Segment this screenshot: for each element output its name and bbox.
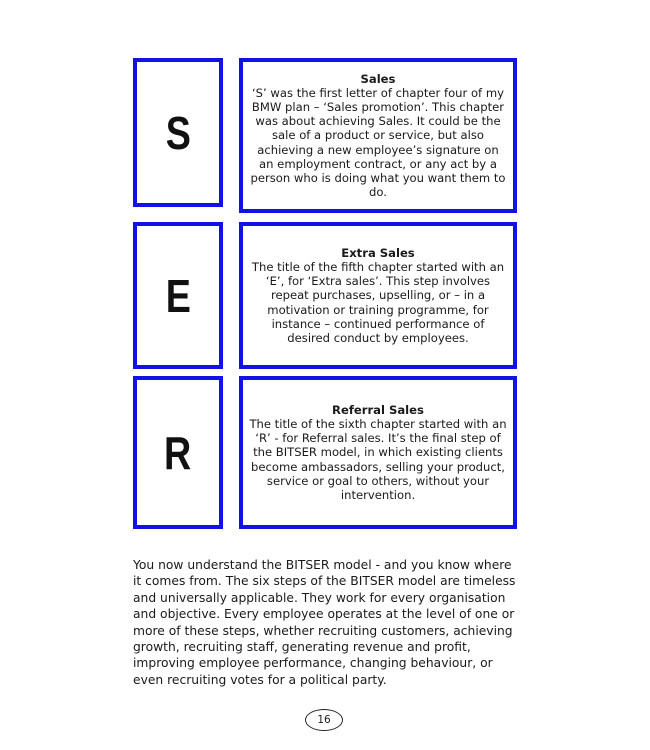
description-box-s (239, 58, 517, 213)
letter-box-r (133, 376, 223, 529)
description-box-r (239, 376, 517, 529)
step-title: Extra Sales (341, 245, 415, 260)
step-row-e (133, 222, 517, 377)
letter-box-e (133, 222, 223, 369)
step-row-r (133, 376, 517, 531)
step-description: ‘S’ was the first letter of chapter four of my BMW plan – ‘Sales promotion’. This chapter was about achieving Sales. It could be the sale of a product or service, but also achieving a new employee’s signature on an employment contract, or any act by a person who is doing what you want them to do. (250, 85, 506, 200)
step-description: The title of the sixth chapter started with an ‘R’ - for Referral sales. It’s the final step of the BITSER model, in which existing clients become ambassadors, selling your product, service or goal to others, without your intervention. (249, 416, 507, 502)
page-number: 16 (305, 709, 343, 731)
step-letter: R (164, 426, 192, 479)
step-row-s (133, 58, 517, 213)
description-box-e (239, 222, 517, 369)
step-title: Sales (360, 71, 396, 86)
step-letter: S (165, 106, 191, 159)
step-description: The title of the fifth chapter started with an ‘E’, for ‘Extra sales’. This step involves repeat purchases, upselling, or – in a motivation or training programme, for instance – continued performance of desired conduct by employees. (251, 259, 505, 345)
letter-box-s (133, 58, 223, 207)
step-title: Referral Sales (332, 402, 424, 417)
body-paragraph: You now understand the BITSER model - and you know where it comes from. The six steps of the BITSER model are timeless and universally applicable. They work for every organisation and objective. Every employee operates at the level of one or more of these steps, whether recruiting customers, achieving growth, recruiting staff, generating revenue and profit, improving employee performance, changing behaviour, or even recruiting votes for a political party. (133, 558, 516, 687)
step-letter: E (165, 269, 191, 322)
